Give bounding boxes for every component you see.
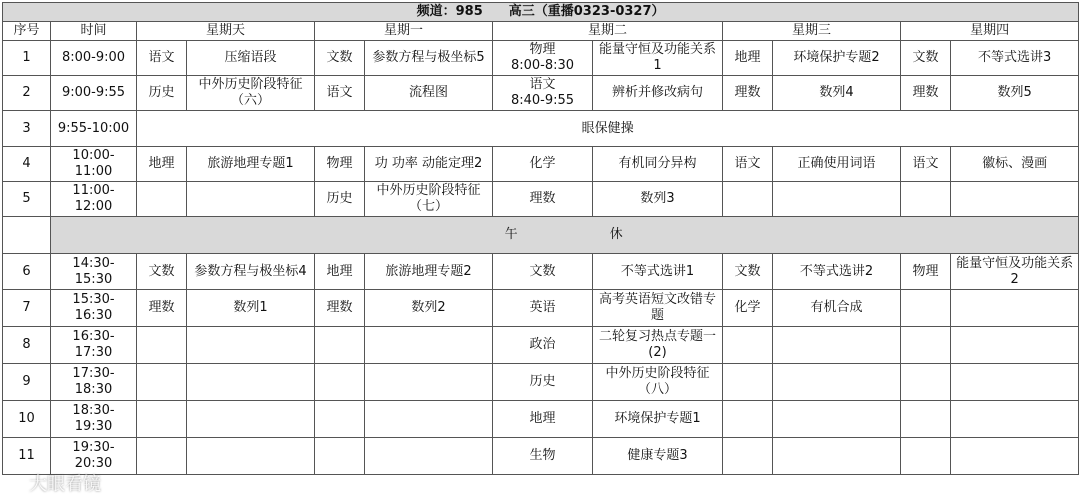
subject-cell: 文数 (493, 254, 593, 290)
header-no: 序号 (3, 22, 51, 41)
row-number: 5 (3, 182, 51, 217)
row-number: 11 (3, 438, 51, 475)
subject-cell: 文数 (901, 41, 951, 76)
topic-cell: 中外历史阶段特征（八） (593, 364, 723, 401)
topic-cell: 数列4 (773, 76, 901, 111)
row-number: 6 (3, 254, 51, 290)
topic-cell: 不等式选讲3 (951, 41, 1079, 76)
table-row (3, 147, 1079, 182)
table-row (3, 290, 1079, 327)
time-slot: 15:30- 16:30 (51, 290, 137, 327)
table-row (3, 401, 1079, 438)
time-slot: 14:30- 15:30 (51, 254, 137, 290)
topic-cell: 能量守恒及功能关系1 (593, 41, 723, 76)
topic-cell (951, 438, 1079, 475)
time-slot: 17:30- 18:30 (51, 364, 137, 401)
subject-cell: 物理 (315, 147, 365, 182)
topic-cell (365, 327, 493, 364)
topic-cell: 健康专题3 (593, 438, 723, 475)
table-row (3, 76, 1079, 111)
subject-cell: 历史 (315, 182, 365, 217)
row-number: 1 (3, 41, 51, 76)
topic-cell (773, 182, 901, 217)
topic-cell: 环境保护专题2 (773, 41, 901, 76)
table-row (3, 254, 1079, 290)
topic-cell: 徽标、漫画 (951, 147, 1079, 182)
header-day-tuesday: 星期二 (493, 22, 723, 41)
topic-cell (773, 401, 901, 438)
table-row (3, 41, 1079, 76)
subject-cell: 历史 (493, 364, 593, 401)
time-slot: 9:00-9:55 (51, 76, 137, 111)
subject-cell (901, 182, 951, 217)
watermark (4, 470, 101, 496)
topic-cell (187, 327, 315, 364)
subject-cell: 地理 (315, 254, 365, 290)
topic-cell: 中外历史阶段特征（七） (365, 182, 493, 217)
topic-cell: 正确使用词语 (773, 147, 901, 182)
topic-cell: 有机合成 (773, 290, 901, 327)
lunch-blank-cell (3, 217, 51, 254)
row-number: 8 (3, 327, 51, 364)
topic-cell (187, 364, 315, 401)
subject-cell (137, 438, 187, 475)
topic-cell: 不等式选讲2 (773, 254, 901, 290)
subject-cell: 文数 (723, 254, 773, 290)
subject-cell (723, 327, 773, 364)
topic-cell: 压缩语段 (187, 41, 315, 76)
time-slot: 18:30- 19:30 (51, 401, 137, 438)
table-row (3, 217, 1079, 254)
topic-cell (365, 401, 493, 438)
subject-cell (901, 401, 951, 438)
topic-cell: 中外历史阶段特征（六） (187, 76, 315, 111)
subject-cell (315, 364, 365, 401)
subject-cell: 理数 (137, 290, 187, 327)
subject-cell: 文数 (315, 41, 365, 76)
subject-cell: 文数 (137, 254, 187, 290)
time-slot: 9:55-10:00 (51, 111, 137, 147)
subject-cell (723, 401, 773, 438)
topic-cell: 参数方程与极坐标5 (365, 41, 493, 76)
header-day-wednesday: 星期三 (723, 22, 901, 41)
watermark-logo-icon (4, 475, 26, 495)
time-slot: 19:30- 20:30 (51, 438, 137, 475)
topic-cell (773, 438, 901, 475)
subject-cell: 语文 8:40-9:55 (493, 76, 593, 111)
subject-cell: 化学 (723, 290, 773, 327)
topic-cell: 不等式选讲1 (593, 254, 723, 290)
subject-cell (901, 438, 951, 475)
topic-cell (951, 364, 1079, 401)
subject-cell: 物理 (901, 254, 951, 290)
topic-cell (365, 364, 493, 401)
watermark-text: 大眼看镜 (29, 474, 101, 495)
schedule-table (2, 2, 1079, 475)
subject-cell: 地理 (723, 41, 773, 76)
subject-cell: 地理 (137, 147, 187, 182)
table-row (3, 327, 1079, 364)
topic-cell (365, 438, 493, 475)
lunch-break-cell (51, 217, 1079, 254)
topic-cell (951, 290, 1079, 327)
topic-cell: 二轮复习热点专题一(2) (593, 327, 723, 364)
subject-cell (315, 327, 365, 364)
topic-cell: 数列1 (187, 290, 315, 327)
topic-cell: 旅游地理专题2 (365, 254, 493, 290)
subject-cell: 理数 (493, 182, 593, 217)
topic-cell: 数列3 (593, 182, 723, 217)
topic-cell: 旅游地理专题1 (187, 147, 315, 182)
topic-cell: 能量守恒及功能关系2 (951, 254, 1079, 290)
topic-cell: 有机同分异构 (593, 147, 723, 182)
row-number: 3 (3, 111, 51, 147)
subject-cell: 语文 (901, 147, 951, 182)
subject-cell: 理数 (901, 76, 951, 111)
table-row (3, 438, 1079, 475)
row-number: 7 (3, 290, 51, 327)
lunch-label-1: 午 (504, 227, 520, 242)
subject-cell (901, 327, 951, 364)
time-slot: 16:30- 17:30 (51, 327, 137, 364)
topic-cell (951, 182, 1079, 217)
topic-cell: 功 功率 动能定理2 (365, 147, 493, 182)
topic-cell (773, 364, 901, 401)
subject-cell (723, 182, 773, 217)
subject-cell (723, 364, 773, 401)
topic-cell (187, 438, 315, 475)
subject-cell (137, 401, 187, 438)
row-number: 9 (3, 364, 51, 401)
subject-cell: 理数 (315, 290, 365, 327)
topic-cell: 环境保护专题1 (593, 401, 723, 438)
subject-cell: 理数 (723, 76, 773, 111)
subject-cell: 生物 (493, 438, 593, 475)
subject-cell: 化学 (493, 147, 593, 182)
header-day-monday: 星期一 (315, 22, 493, 41)
subject-cell: 地理 (493, 401, 593, 438)
header-day-sunday: 星期天 (137, 22, 315, 41)
time-slot: 11:00- 12:00 (51, 182, 137, 217)
table-row (3, 182, 1079, 217)
merged-activity-cell: 眼保健操 (137, 111, 1079, 147)
subject-cell (137, 364, 187, 401)
table-row (3, 364, 1079, 401)
topic-cell: 高考英语短文改错专题 (593, 290, 723, 327)
topic-cell (187, 401, 315, 438)
lunch-label-2: 休 (609, 227, 625, 242)
subject-cell: 语文 (137, 41, 187, 76)
row-number: 4 (3, 147, 51, 182)
header-day-thursday: 星期四 (901, 22, 1079, 41)
subject-cell: 历史 (137, 76, 187, 111)
subject-cell: 政治 (493, 327, 593, 364)
subject-cell: 语文 (315, 76, 365, 111)
time-slot: 8:00-9:00 (51, 41, 137, 76)
subject-cell: 英语 (493, 290, 593, 327)
subject-cell (137, 327, 187, 364)
topic-cell: 数列5 (951, 76, 1079, 111)
topic-cell: 数列2 (365, 290, 493, 327)
topic-cell (773, 327, 901, 364)
table-row (3, 111, 1079, 147)
topic-cell: 参数方程与极坐标4 (187, 254, 315, 290)
topic-cell (951, 401, 1079, 438)
subject-cell (315, 438, 365, 475)
subject-cell (315, 401, 365, 438)
subject-cell (901, 290, 951, 327)
subject-cell: 语文 (723, 147, 773, 182)
row-number: 2 (3, 76, 51, 111)
schedule-title: 频道：985 高三（重播0323-0327） (3, 3, 1079, 22)
subject-cell (723, 438, 773, 475)
subject-cell (901, 364, 951, 401)
row-number: 10 (3, 401, 51, 438)
topic-cell (951, 327, 1079, 364)
topic-cell (187, 182, 315, 217)
header-time: 时间 (51, 22, 137, 41)
topic-cell: 流程图 (365, 76, 493, 111)
subject-cell: 物理 8:00-8:30 (493, 41, 593, 76)
time-slot: 10:00- 11:00 (51, 147, 137, 182)
subject-cell (137, 182, 187, 217)
topic-cell: 辨析并修改病句 (593, 76, 723, 111)
